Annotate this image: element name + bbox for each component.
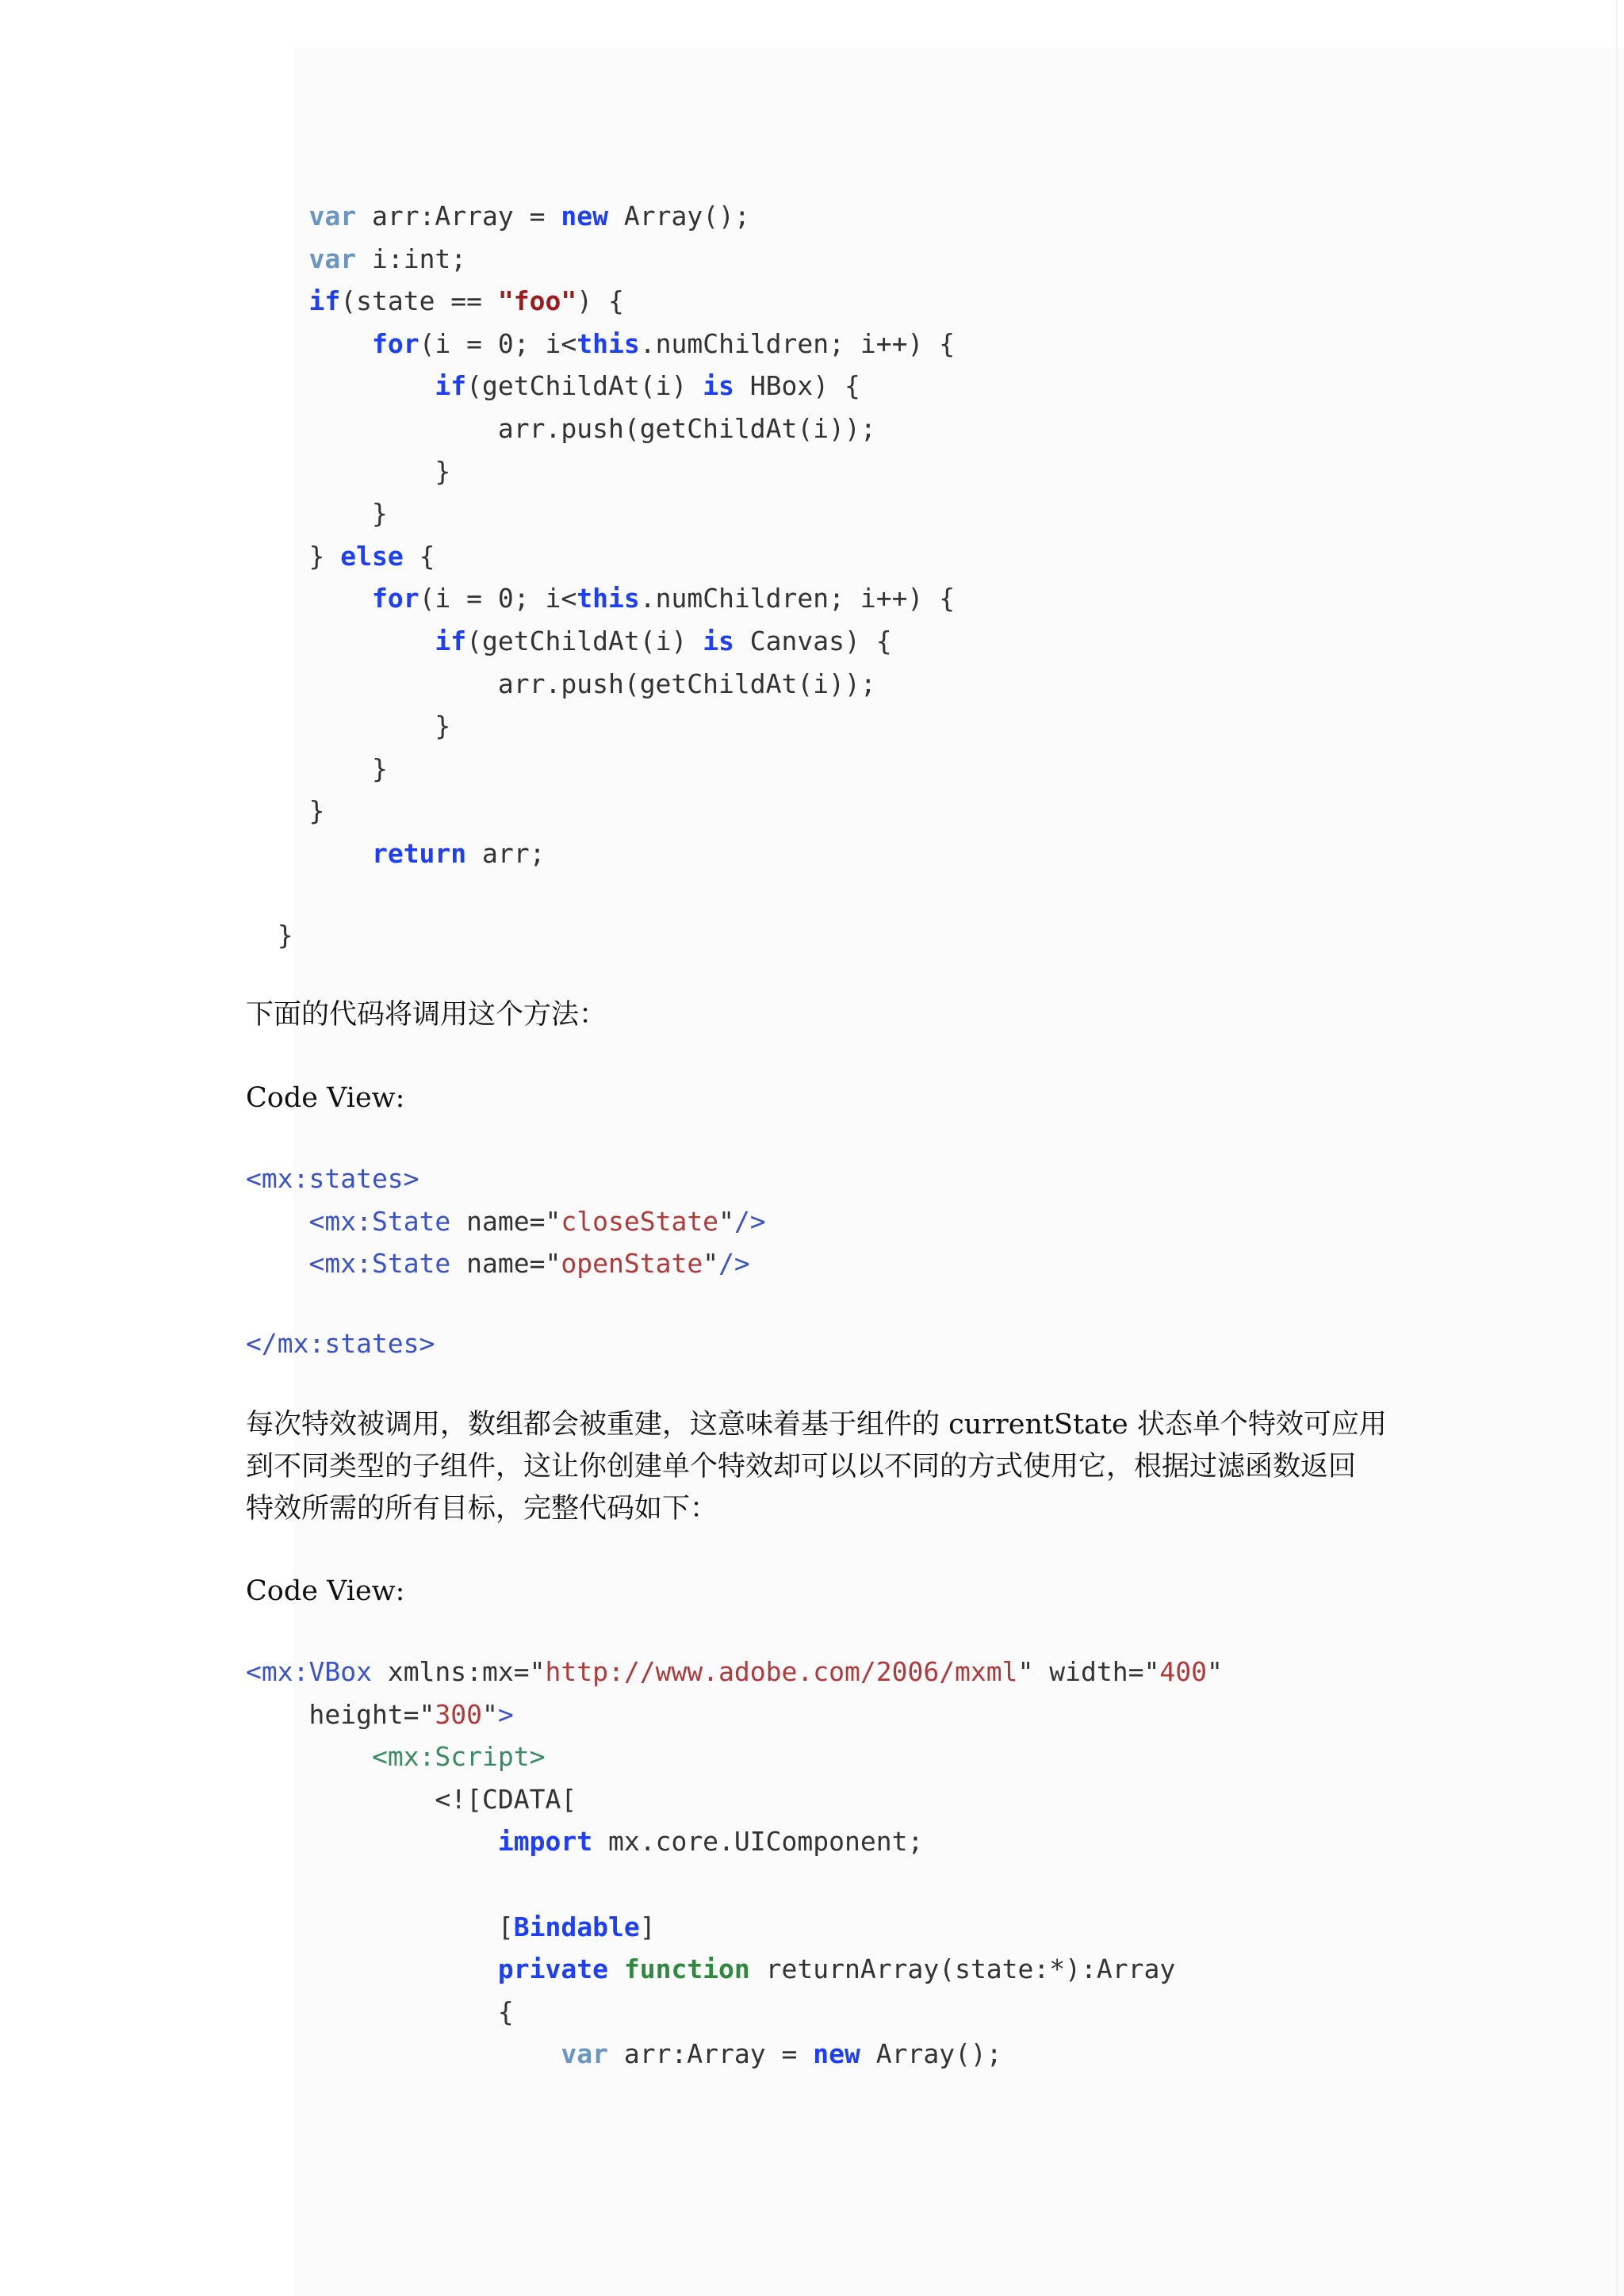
code-token: [246, 201, 308, 232]
code-token: ": [703, 1248, 719, 1280]
code-token: Canvas) {: [733, 625, 892, 656]
code-token: <mx:states>: [246, 1163, 419, 1194]
code-token: arr.push(getChildAt(i));: [246, 668, 876, 699]
code-token: "foo": [497, 285, 577, 317]
code-token: [608, 1954, 624, 1984]
code-block-states: [246, 1158, 766, 1285]
code-token: }: [246, 710, 451, 742]
code-line: [246, 1163, 419, 1194]
code-token: [: [246, 1911, 514, 1942]
code-token: var: [308, 201, 357, 232]
code-block-vbox-full: [246, 1651, 1223, 2076]
code-token: [246, 626, 435, 656]
code-token: [246, 285, 308, 316]
code-view-label: Code View:: [246, 1082, 405, 1114]
code-line: [246, 1656, 1223, 1687]
code-token: />: [718, 1248, 750, 1280]
code-line: [246, 243, 466, 274]
code-token: mx.core.UIComponent;: [592, 1826, 924, 1858]
code-token: new: [813, 2038, 860, 2070]
code-token: return: [371, 837, 467, 869]
code-token: <mx:Script>: [371, 1741, 546, 1773]
code-token: [246, 1954, 498, 1984]
code-line: [246, 1911, 656, 1942]
code-line: [246, 370, 860, 401]
code-line: [246, 710, 450, 741]
code-token: [246, 838, 372, 869]
code-token: >: [497, 1698, 514, 1730]
code-token: HBox) {: [733, 370, 860, 402]
code-token: " width=": [1017, 1656, 1160, 1687]
code-line: [246, 1699, 514, 1730]
code-line: [246, 498, 388, 529]
code-token: .numChildren; i++) {: [639, 583, 956, 614]
code-token: 400: [1159, 1656, 1207, 1687]
code-view-label: Code View:: [246, 1575, 405, 1607]
code-token: [246, 328, 372, 359]
code-token: <mx:State: [308, 1205, 451, 1237]
code-token: .numChildren; i++) {: [639, 327, 956, 359]
code-token: (i = 0; i<: [419, 327, 577, 359]
code-token: arr:Array =: [607, 2038, 814, 2070]
code-token: Array();: [607, 201, 750, 232]
code-token: closeState: [561, 1205, 719, 1237]
code-token: this: [576, 327, 640, 359]
code-token: xmlns:mx=": [371, 1656, 546, 1687]
code-token: [246, 1826, 498, 1857]
code-token: [246, 583, 372, 614]
closing-brace: }: [246, 920, 293, 951]
code-line: [246, 626, 892, 656]
code-line: [246, 1741, 546, 1772]
code-token: height=": [246, 1698, 435, 1730]
code-token: ": [482, 1698, 498, 1730]
code-token: 300: [435, 1698, 483, 1730]
code-token: if: [435, 625, 467, 656]
code-line: [246, 583, 955, 614]
page-edge: [1616, 0, 1618, 2296]
code-token: (getChildAt(i): [466, 370, 703, 402]
code-block-return-array-body: [246, 195, 955, 875]
code-token: <![CDATA[: [246, 1783, 577, 1815]
code-token: name=": [450, 1248, 561, 1280]
code-token: function: [623, 1954, 750, 1985]
code-token: [246, 2038, 561, 2069]
code-token: ": [1206, 1656, 1223, 1687]
code-token: (i = 0; i<: [419, 583, 577, 614]
code-token: (getChildAt(i): [466, 625, 703, 656]
code-line: [246, 1206, 766, 1237]
code-token: arr:Array =: [356, 201, 561, 232]
code-token: Bindable: [513, 1911, 640, 1942]
code-token: ]: [639, 1911, 656, 1942]
code-line: [246, 795, 324, 826]
code-token: returnArray(state:*):Array: [749, 1954, 1176, 1985]
code-token: }: [246, 455, 451, 487]
code-token: }: [246, 752, 388, 784]
code-token: ": [718, 1205, 734, 1237]
code-token: arr;: [466, 837, 546, 869]
code-token: [246, 1206, 308, 1237]
code-token: this: [576, 583, 640, 614]
code-token: }: [246, 540, 341, 572]
code-token: is: [703, 625, 734, 656]
code-token: is: [703, 370, 734, 402]
code-token: if: [308, 285, 341, 317]
code-line: [246, 1784, 576, 1815]
code-token: for: [371, 327, 419, 359]
code-token: http://www.adobe.com/2006/mxml: [545, 1656, 1018, 1687]
code-token: />: [733, 1205, 766, 1237]
code-token: arr.push(getChildAt(i));: [246, 412, 876, 444]
code-line: [246, 201, 750, 232]
code-line: [246, 753, 388, 784]
code-token: {: [403, 540, 435, 572]
code-token: private: [497, 1954, 608, 1985]
code-line: [246, 285, 624, 316]
code-line: [246, 1248, 750, 1279]
code-token: [246, 243, 308, 274]
code-token: [246, 1248, 308, 1279]
code-line: [246, 328, 955, 359]
code-line: [246, 2038, 1002, 2069]
code-token: var: [561, 2038, 608, 2070]
code-line: [246, 1954, 1175, 1984]
code-line: [246, 1996, 514, 2027]
code-line: [246, 838, 546, 869]
code-line: [246, 413, 876, 444]
code-token: [246, 370, 435, 401]
code-token: <mx:VBox: [246, 1656, 372, 1687]
code-token: else: [340, 540, 404, 572]
code-token: for: [371, 583, 419, 614]
paragraph-call-method: 下面的代码将调用这个方法：: [246, 999, 607, 1031]
states-closing-tag: </mx:states>: [246, 1328, 435, 1359]
paragraph-line: 到不同类型的子组件，这让你创建单个特效却可以以不同的方式使用它，根据过滤函数返回: [246, 1451, 1357, 1483]
code-token: ) {: [576, 285, 624, 317]
code-line: [246, 668, 876, 699]
paragraph-line: 每次特效被调用，数组都会被重建，这意味着基于组件的 currentState 状态单个特效可应用: [246, 1409, 1387, 1441]
paragraph-line: 特效所需的所有目标，完整代码如下：: [246, 1493, 718, 1525]
code-token: i:int;: [356, 243, 467, 274]
code-token: name=": [450, 1205, 561, 1237]
code-token: [246, 1741, 372, 1772]
code-token: if: [435, 370, 467, 402]
code-token: (state ==: [340, 285, 498, 317]
code-token: Array();: [860, 2038, 1002, 2070]
code-line: [246, 456, 450, 487]
code-token: openState: [561, 1248, 703, 1280]
code-line: [246, 1826, 923, 1857]
code-token: var: [308, 243, 357, 274]
code-token: <mx:State: [308, 1248, 451, 1280]
code-token: }: [246, 498, 388, 530]
code-token: {: [246, 1996, 514, 2027]
code-line: [246, 541, 435, 572]
code-token: import: [497, 1826, 593, 1858]
code-token: new: [561, 201, 608, 232]
code-token: }: [246, 795, 325, 827]
